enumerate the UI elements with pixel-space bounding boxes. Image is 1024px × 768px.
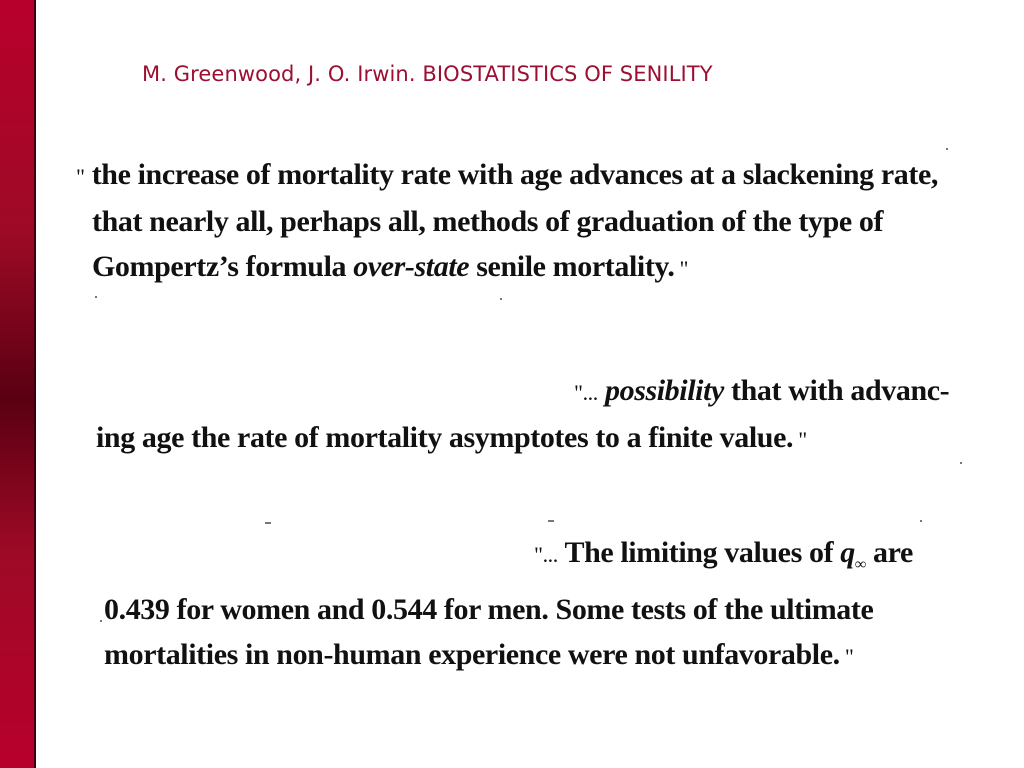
quote-3-line-2: 0.439 for women and 0.544 for men. Some tests of the ultimate xyxy=(104,593,874,626)
quote-3-q-subscript: ∞ xyxy=(854,556,866,573)
quote-3-line-3-text: mortalities in non-human experience were not unfavorable. xyxy=(104,638,840,671)
quote-3-open-mark: "... xyxy=(534,542,558,567)
scan-speck xyxy=(960,462,962,464)
scan-speck xyxy=(95,296,97,298)
quote-3-line-1-text-a: The limiting values of xyxy=(564,536,841,569)
quote-1-line-3-text-b: senile mortality. xyxy=(469,250,675,283)
quote-3-line-1 xyxy=(104,530,949,587)
quote-1-line-1-text: the increase of mortality rate with age advances at a slackening rate, xyxy=(91,158,938,191)
quote-1-close-mark: " xyxy=(674,256,689,281)
quote-1-line-3-text-a: Gompertz’s formula xyxy=(92,250,354,283)
quote-block-1 xyxy=(76,152,956,291)
quote-3-line-1-text-b: are xyxy=(865,536,913,569)
slide-title: M. Greenwood, J. O. Irwin. BIOSTATISTICS OF SENILITY xyxy=(142,62,713,86)
scan-speck xyxy=(500,298,502,300)
scan-speck xyxy=(265,522,271,524)
quote-2-emphasis: possibility xyxy=(605,374,724,407)
quote-2-line-2-text: ing age the rate of mortality asymptotes to a finite value. xyxy=(96,421,794,454)
quote-1-line-1 xyxy=(76,152,956,199)
quote-2-line-1 xyxy=(96,368,956,415)
scan-speck xyxy=(920,520,922,522)
quote-1-line-3 xyxy=(76,244,956,291)
quote-2-close-mark: " xyxy=(793,427,807,452)
quote-block-3 xyxy=(104,530,949,679)
quote-2-line-2 xyxy=(96,415,956,462)
quote-2-open-mark: "... xyxy=(574,380,598,405)
quote-3-q-symbol: q xyxy=(840,536,855,569)
scan-speck xyxy=(100,620,102,622)
quote-1-open-mark: " xyxy=(76,164,85,189)
scan-speck xyxy=(548,520,554,522)
quote-2-line-1-text: that with advanc- xyxy=(723,374,950,407)
quote-3-line-3 xyxy=(104,632,949,679)
quote-3-close-mark: " xyxy=(839,644,854,669)
quote-block-2 xyxy=(96,368,956,462)
scan-speck xyxy=(946,148,948,150)
quote-1-emphasis: over-state xyxy=(353,250,470,283)
quote-1-line-2: that nearly all, perhaps all, methods of graduation of the type of xyxy=(92,205,884,238)
side-bar-decoration xyxy=(0,0,36,768)
